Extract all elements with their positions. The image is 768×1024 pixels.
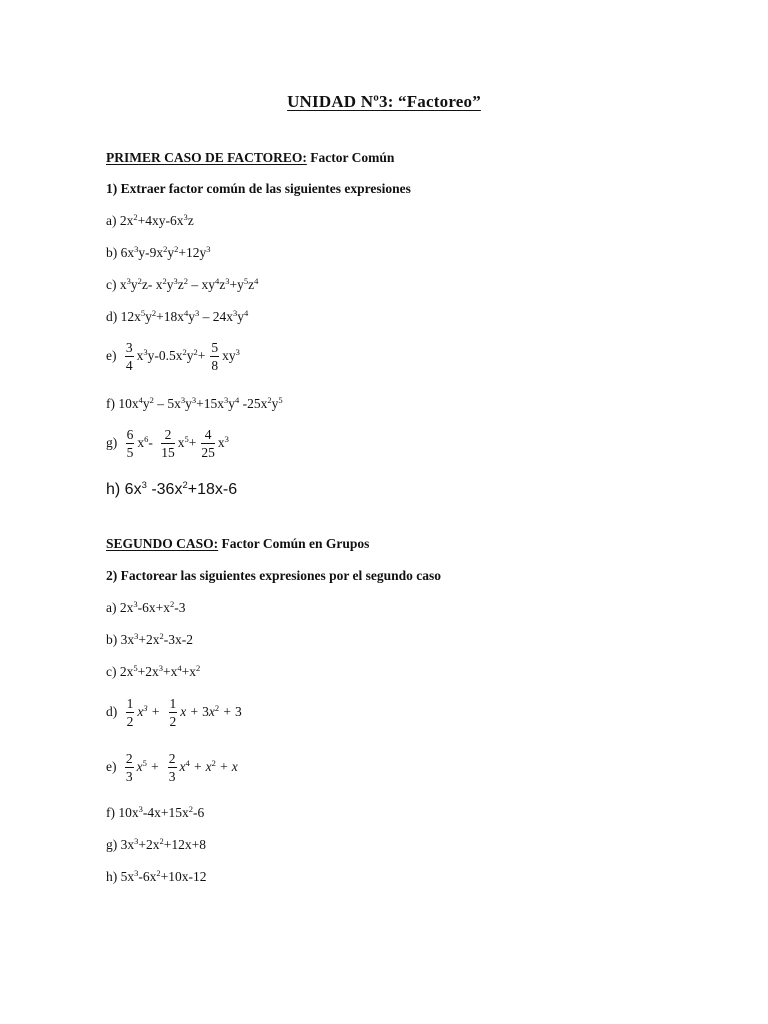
s2-item-g-expr: $3x^3+2x^2+12x+8$ — [120, 836, 206, 852]
s2-item-f — [106, 805, 204, 821]
section1-instruction: 1) Extraer factor común de las siguientes expresiones — [106, 181, 411, 196]
fraction: $\frac{6}{5}$ — [126, 427, 134, 460]
s2-item-b-expr: $3x^3+2x^2-3x-2$ — [120, 631, 193, 647]
s1-item-b-label: b) — [106, 245, 121, 260]
fraction: $\frac{2}{15}$ — [161, 427, 175, 460]
s2-item-h-label: h) — [106, 869, 121, 884]
s1-item-c-label: c) — [106, 277, 120, 292]
s2-item-f-label: f) — [106, 805, 119, 820]
s1-item-h-expr: $6x^3$ $-36x^2+18x-6$ — [124, 480, 238, 498]
s1-item-g — [106, 428, 229, 460]
s2-item-d-expr: $\frac{1}{2}$ $x^3$ + $\frac{1}{2}$ $x + 3x^2 + 3$ — [126, 696, 242, 729]
s1-item-e — [106, 341, 240, 373]
s2-item-e-label: e) — [106, 759, 120, 775]
fraction: $\frac{2}{3}$ — [168, 751, 176, 784]
fraction: $\frac{2}{3}$ — [125, 751, 133, 784]
s1-item-a — [106, 213, 194, 229]
s2-item-g — [106, 837, 206, 853]
fraction: $\frac{1}{2}$ — [126, 696, 134, 729]
section2-heading-rest: Factor Común en Grupos — [218, 536, 370, 551]
section2-instruction: 2) Factorear las siguientes expresiones por el segundo caso — [106, 568, 441, 583]
section1-heading-label: PRIMER CASO DE FACTOREO: — [106, 150, 307, 165]
s2-item-f-expr: $10x^3-4x+15x^2-6$ — [118, 804, 205, 820]
s2-item-h — [106, 869, 206, 885]
s1-item-e-label: e) — [106, 348, 120, 364]
s2-item-c-label: c) — [106, 664, 120, 679]
s2-item-d-label: d) — [106, 704, 121, 720]
section1-heading — [106, 150, 394, 166]
section2-heading-label: SEGUNDO CASO: — [106, 536, 219, 551]
s2-item-c-expr: $2x^5+2x^3+x^4+x^2$ — [119, 663, 201, 679]
s2-item-e — [106, 752, 238, 784]
s2-item-d — [106, 697, 242, 729]
s1-item-h — [106, 482, 237, 498]
s1-item-e-expr: $\frac{3}{4}$ $x^3y-0.5x^2y^2+$ $\frac{5}{8}$ $xy^3$ — [125, 340, 240, 373]
s1-item-f-label: f) — [106, 396, 119, 411]
s1-item-d-expr: $12x^5y^2+18x^4y^3 - 24x^3y^4$ — [120, 308, 249, 324]
page-title-text: UNIDAD Nº3: “Factoreo” — [287, 92, 481, 111]
s2-item-a-label: a) — [106, 600, 120, 615]
s1-item-a-expr: $2x^2+4xy-6x^3z$ — [119, 212, 194, 228]
fraction: $\frac{3}{4}$ — [125, 340, 133, 373]
s1-item-f-expr: $10x^4y^2 - 5x^3y^3+15x^3y^4$ $-25x^2y^5$ — [118, 395, 283, 411]
section2-heading — [106, 536, 369, 552]
s1-item-d-label: d) — [106, 309, 121, 324]
s2-item-a — [106, 600, 185, 616]
s2-item-a-expr: $2x^3-6x+x^2-3$ — [119, 599, 186, 615]
fraction: $\frac{5}{8}$ — [211, 340, 219, 373]
s2-item-c — [106, 664, 200, 680]
s1-item-a-label: a) — [106, 213, 120, 228]
s2-item-e-expr: $\frac{2}{3}$ $x^5$ + $\frac{2}{3}$ $x^4 + x^2 + x$ — [125, 751, 238, 784]
s1-item-b-expr: $6x^3y-9x^2y^2+12y^3$ — [120, 244, 211, 260]
s1-item-g-label: g) — [106, 435, 121, 451]
s1-item-h-label: h) — [106, 481, 125, 498]
s1-item-f — [106, 396, 283, 412]
s2-item-b-label: b) — [106, 632, 121, 647]
s1-item-c — [106, 277, 258, 293]
fraction: $\frac{1}{2}$ — [169, 696, 177, 729]
s1-item-c-expr: $x^3y^2z-$ $x^2y^3z^2 - xy^4z^3+y^5z^4$ — [119, 276, 259, 292]
s1-item-b — [106, 245, 211, 261]
s2-item-g-label: g) — [106, 837, 121, 852]
fraction: $\frac{4}{25}$ — [201, 427, 215, 460]
s1-item-g-expr: $\frac{6}{5}$ $x^6-$ $\frac{2}{15}$ $x^5+$ $\frac{4}{25}$ $x^3$ — [126, 427, 229, 460]
s2-item-b — [106, 632, 193, 648]
s2-item-h-expr: $5x^3-6x^2+10x-12$ — [120, 868, 207, 884]
page-title — [0, 92, 768, 112]
s1-item-d — [106, 309, 248, 325]
section1-heading-rest: Factor Común — [306, 150, 395, 165]
